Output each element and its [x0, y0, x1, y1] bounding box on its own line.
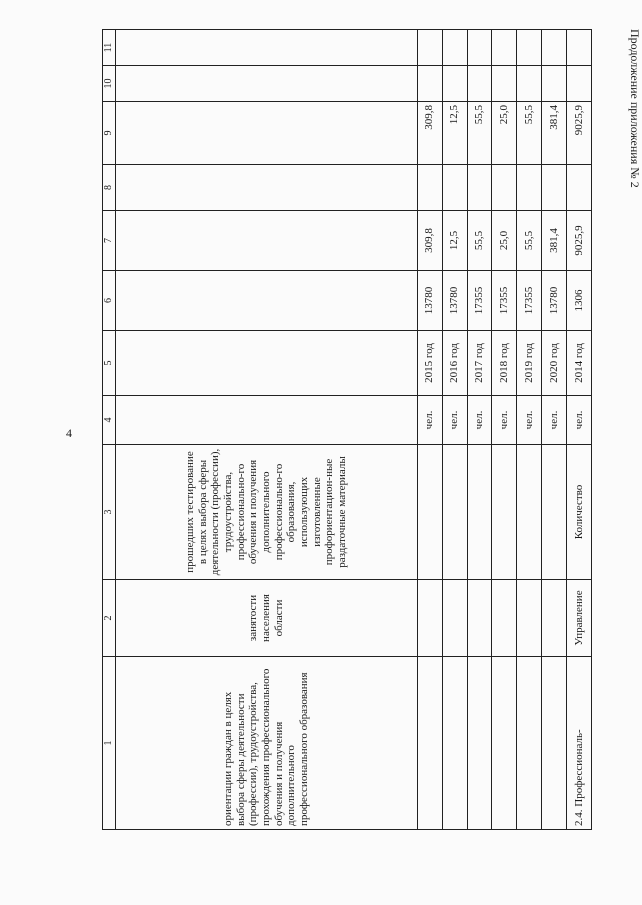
- value-cell: 12,5: [442, 102, 467, 165]
- table-row: [417, 30, 442, 830]
- indicator-cell: прошедших тестирование в целях выбора сферы деятельности (профессии), трудоустройства, профессионально-го обучения и получения дополнительного профессионально-го образования, использующих изготовленные профориентацион-ные раздаточные материалы: [115, 445, 417, 580]
- year-cell: 2018 год: [492, 331, 517, 396]
- value-cell: 55,5: [467, 102, 492, 165]
- event-number-cell: 2.4. Профессиональ-: [567, 657, 592, 830]
- column-header: 10: [103, 66, 116, 102]
- column-header: 2: [103, 580, 116, 657]
- value-cell: 25,0: [492, 102, 517, 165]
- event-description-cell: ориентации граждан в целях выбора сферы деятельности (профессии), трудоустройства, прохождения профессионального обучения и получения дополнительного профессионального образования: [115, 657, 417, 830]
- year-cell: 2016 год: [442, 331, 467, 396]
- indicator-cell: Количество: [567, 445, 592, 580]
- unit-cell: чел.: [467, 396, 492, 445]
- table-row: [115, 30, 417, 830]
- table-row: [442, 30, 467, 830]
- column-header: 4: [103, 396, 116, 445]
- column-header: 11: [103, 30, 116, 66]
- value-cell: 9025,9: [567, 211, 592, 271]
- appendix-label: Продолжение приложения № 2: [628, 29, 642, 188]
- value-cell: [417, 165, 442, 211]
- table-row: [467, 30, 492, 830]
- year-cell: 2015 год: [417, 331, 442, 396]
- executor-cell: Управление: [567, 580, 592, 657]
- executor-cell: занятости населения области: [115, 580, 417, 657]
- value-cell: 17355: [492, 271, 517, 331]
- column-header: 5: [103, 331, 116, 396]
- program-table: [102, 29, 592, 830]
- value-cell: [492, 165, 517, 211]
- value-cell: 55,5: [517, 102, 542, 165]
- year-cell: 2017 год: [467, 331, 492, 396]
- value-cell: 25,0: [492, 211, 517, 271]
- value-cell: [567, 165, 592, 211]
- value-cell: 309,8: [417, 211, 442, 271]
- year-cell: 2014 год: [567, 331, 592, 396]
- table-row: [492, 30, 517, 830]
- header-row: [103, 30, 116, 830]
- unit-cell: чел.: [567, 396, 592, 445]
- value-cell: 55,5: [517, 211, 542, 271]
- value-cell: 1306: [567, 271, 592, 331]
- table-frame: [102, 30, 592, 830]
- table-row: [517, 30, 542, 830]
- value-cell: 381,4: [542, 102, 567, 165]
- value-cell: [517, 165, 542, 211]
- column-header: 9: [103, 102, 116, 165]
- column-header: 7: [103, 211, 116, 271]
- value-cell: 13780: [442, 271, 467, 331]
- unit-cell: чел.: [517, 396, 542, 445]
- value-cell: [542, 165, 567, 211]
- table-row: [567, 30, 592, 830]
- column-header: 6: [103, 271, 116, 331]
- unit-cell: чел.: [442, 396, 467, 445]
- value-cell: 13780: [542, 271, 567, 331]
- value-cell: 309,8: [417, 102, 442, 165]
- year-cell: 2019 год: [517, 331, 542, 396]
- unit-cell: чел.: [492, 396, 517, 445]
- table-row: [542, 30, 567, 830]
- value-cell: 17355: [467, 271, 492, 331]
- value-cell: [442, 165, 467, 211]
- column-header: 3: [103, 445, 116, 580]
- value-cell: 381,4: [542, 211, 567, 271]
- value-cell: 17355: [517, 271, 542, 331]
- unit-cell: чел.: [417, 396, 442, 445]
- column-header: 8: [103, 165, 116, 211]
- page-number: 4: [66, 426, 72, 440]
- value-cell: [467, 165, 492, 211]
- value-cell: 9025,9: [567, 102, 592, 165]
- value-cell: 13780: [417, 271, 442, 331]
- value-cell: 12,5: [442, 211, 467, 271]
- value-cell: 55,5: [467, 211, 492, 271]
- unit-cell: чел.: [542, 396, 567, 445]
- rotated-table-container: [102, 30, 592, 830]
- year-cell: 2020 год: [542, 331, 567, 396]
- column-header: 1: [103, 657, 116, 830]
